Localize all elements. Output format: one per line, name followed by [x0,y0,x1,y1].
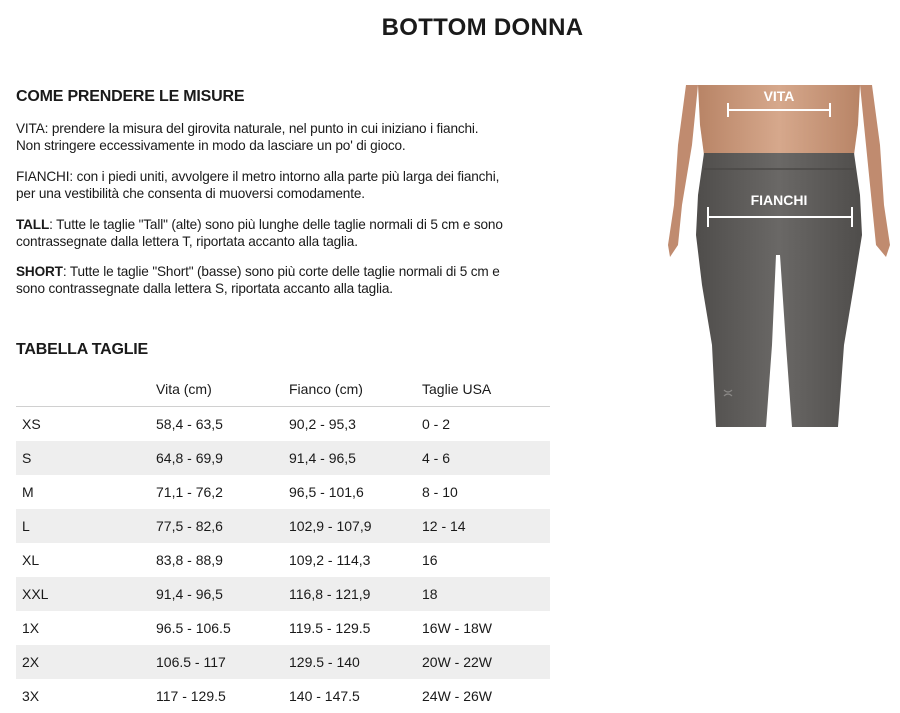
size-cell: L [16,509,156,543]
waist-cell: 64,8 - 69,9 [156,441,289,475]
size-cell: S [16,441,156,475]
us-size-cell: 0 - 2 [422,416,451,432]
table-row [16,577,550,611]
waist-instructions: VITA: prendere la misura del girovita naturale, nel punto in cui iniziano i fianchi. Non stringere eccessivamente in modo da lasciare un po' di gioco. [16,121,479,153]
hips-cell: 109,2 - 114,3 [289,552,371,568]
left-arm [668,85,698,257]
table-header-row [16,372,550,407]
size-table [16,372,550,713]
table-row [16,611,550,645]
table-row [16,543,550,577]
leggings-figure-illustration [668,85,890,427]
waist-cell: 106.5 - 117 [156,645,289,679]
header-us-size: Taglie USA [422,372,550,407]
table-row [16,645,550,679]
waist-label: VITA [763,88,795,104]
us-size-cell: 8 - 10 [422,484,458,500]
us-size-cell: 20W - 22W [422,645,550,679]
waist-cell: 58,4 - 63,5 [156,416,223,432]
waist-cell: 83,8 - 88,9 [156,552,223,568]
us-size-cell: 16W - 18W [422,620,493,636]
tall-label: TALL [16,217,50,232]
section-title-size-table: TABELLA TAGLIE [16,341,148,358]
tall-note [16,216,506,250]
waist-cell: 91,4 - 96,5 [156,577,289,611]
hips-cell: 116,8 - 121,9 [289,577,422,611]
table-row [16,475,550,509]
waist-cell: 117 - 129.5 [156,688,226,704]
table-row [16,441,550,475]
short-text: : Tutte le taglie "Short" (basse) sono più corte delle taglie normali di 5 cm e sono contrassegnate dalla lettera S, riportata accanto alla taglia. [16,264,500,296]
hips-cell: 90,2 - 95,3 [289,416,356,432]
us-size-cell: 24W - 26W [422,688,493,704]
header-waist: Vita (cm) [156,372,289,407]
section-title-how-to-measure: COME PRENDERE LE MISURE [16,88,245,105]
size-cell: XL [22,552,40,568]
hips-cell: 129.5 - 140 [289,645,422,679]
header-size [16,372,156,407]
size-cell: XXL [16,577,156,611]
us-size-cell: 16 [422,552,438,568]
short-note [16,263,506,297]
waist-cell: 96.5 - 106.5 [156,620,231,636]
us-size-cell: 4 - 6 [422,441,550,475]
hips-cell: 140 - 147.5 [289,688,360,704]
short-label: SHORT [16,264,63,279]
hips-label: FIANCHI [750,192,808,208]
hips-cell: 91,4 - 96,5 [289,441,422,475]
hips-cell: 119.5 - 129.5 [289,620,371,636]
table-row [16,509,550,543]
page-title: BOTTOM DONNA [381,14,584,41]
waist-cell: 77,5 - 82,6 [156,509,289,543]
size-cell: 2X [16,645,156,679]
size-cell: XS [22,416,41,432]
size-cell: 1X [22,620,40,636]
header-hips: Fianco (cm) [289,372,422,407]
right-arm [860,85,890,257]
hips-instructions: FIANCHI: con i piedi uniti, avvolgere il metro intorno alla parte più larga dei fianchi, per una vestibilità che consenta di muoversi comodamente. [16,169,500,201]
us-size-cell: 12 - 14 [422,509,550,543]
table-row [16,407,550,442]
size-cell: 3X [22,688,40,704]
hips-cell: 96,5 - 101,6 [289,484,364,500]
tall-text: : Tutte le taglie "Tall" (alte) sono più lunghe delle taglie normali di 5 cm e sono contrassegnate dalla lettera T, riportata accanto alla taglia. [16,217,503,249]
hips-cell: 102,9 - 107,9 [289,509,422,543]
waist-cell: 71,1 - 76,2 [156,484,223,500]
table-row [16,679,550,713]
us-size-cell: 18 [422,577,550,611]
size-cell: M [22,484,34,500]
